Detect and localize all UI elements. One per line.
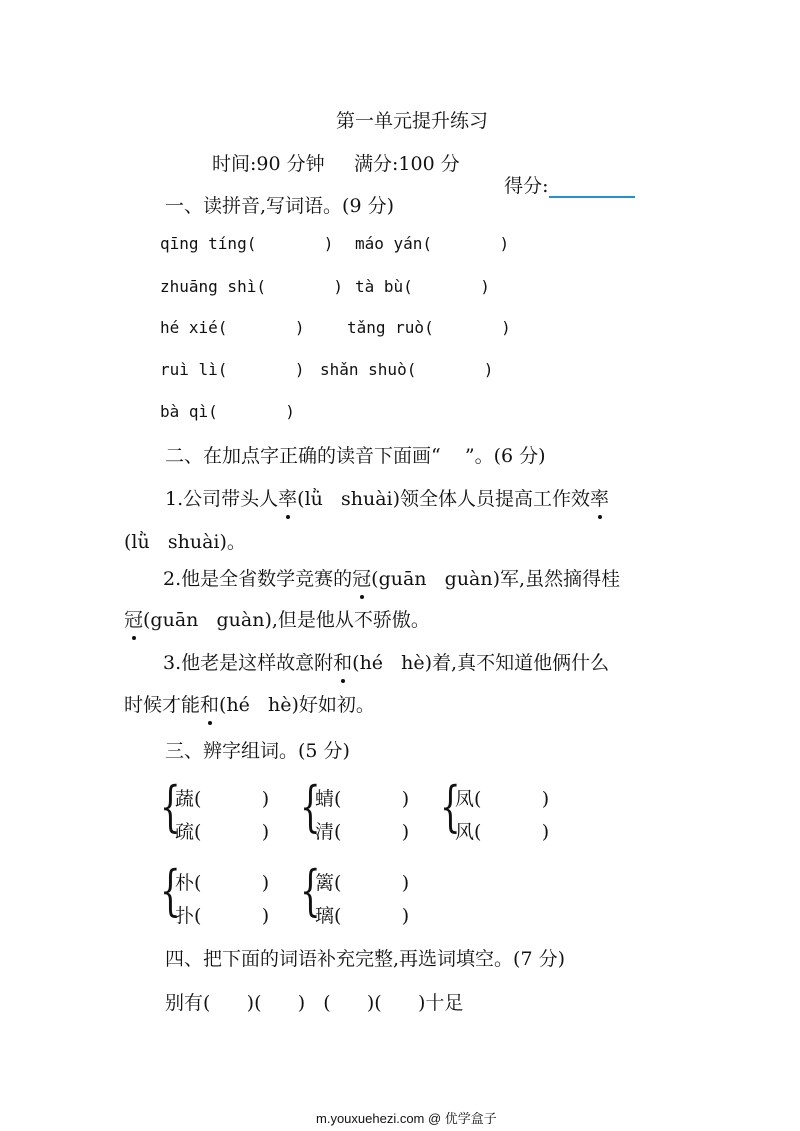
- pinyin-item: bà qì( ): [160, 402, 295, 421]
- q2-line1: [163, 564, 620, 591]
- q2-dotted-char: 冠: [352, 564, 371, 591]
- time-label: 时间:90 分钟: [212, 153, 325, 175]
- char-pair-item: 蔬( ): [175, 788, 270, 810]
- pinyin-item: tà bù( ): [355, 277, 490, 296]
- q1-dotted-char: 率: [278, 484, 297, 511]
- q2-text-b: (guān guàn)军,虽然摘得桂: [371, 568, 621, 590]
- q1-dotted-char: 率: [590, 484, 609, 511]
- char-pair-item: 风( ): [455, 821, 550, 843]
- brace-icon: {: [160, 859, 181, 922]
- q3-dotted-char: 和: [333, 648, 352, 675]
- brace-icon: {: [300, 859, 321, 922]
- score-label: 得分:: [504, 175, 549, 197]
- q3-text-d: (hé hè)好如初。: [219, 694, 375, 716]
- char-pair-item: 扑( ): [175, 905, 270, 927]
- section4-line1: 别有( )( ) ( )( )十足: [165, 992, 464, 1014]
- score-field: [492, 149, 635, 198]
- q1-line2: (lǜ shuài)。: [124, 531, 246, 553]
- q1-text-a: 1.公司带头人: [165, 488, 279, 510]
- brace-icon: {: [160, 775, 181, 838]
- pinyin-item: zhuāng shì( ): [160, 277, 344, 296]
- char-pair-item: 凤( ): [455, 788, 550, 810]
- char-pair-item: 朴( ): [175, 872, 270, 894]
- pinyin-item: hé xié( ): [160, 318, 305, 337]
- q3-text-a: 3.他老是这样故意附: [163, 652, 334, 674]
- pinyin-item: shǎn shuò( ): [320, 360, 494, 379]
- q3-line2: [124, 690, 375, 717]
- q3-text-b: (hé hè)着,真不知道他俩什么: [352, 652, 610, 674]
- section1-heading: 一、读拼音,写词语。(9 分): [165, 195, 394, 217]
- q3-text-c: 时候才能: [124, 694, 201, 716]
- q2-text-c: (guān guàn),但是他从不骄傲。: [143, 609, 430, 631]
- q3-line1: [163, 648, 609, 675]
- section3-heading: 三、辨字组词。(5 分): [165, 740, 350, 762]
- q3-dotted-char: 和: [200, 690, 219, 717]
- pinyin-item: tǎng ruò( ): [347, 318, 511, 337]
- char-pair-item: 清( ): [315, 821, 410, 843]
- q1-line1: [165, 484, 609, 511]
- section2-heading: 二、在加点字正确的读音下面画“ ”。(6 分): [165, 445, 546, 467]
- pinyin-item: qīng tíng( ): [160, 234, 334, 253]
- q2-text-a: 2.他是全省数学竞赛的: [163, 568, 353, 590]
- brace-icon: {: [300, 775, 321, 838]
- page-title: 第一单元提升练习: [336, 110, 489, 132]
- q1-text-b: (lǜ shuài)领全体人员提高工作效: [297, 488, 591, 510]
- q2-dotted-char: 冠: [124, 605, 143, 632]
- full-score-label: 满分:100 分: [354, 153, 460, 175]
- footer-watermark: m.youxuehezi.com @ 优学盒子: [316, 1111, 497, 1126]
- char-pair-item: 篱( ): [315, 872, 410, 894]
- pinyin-item: ruì lì( ): [160, 360, 305, 379]
- brace-icon: {: [440, 775, 461, 838]
- score-blank[interactable]: [549, 174, 635, 198]
- char-pair-item: 疏( ): [175, 821, 270, 843]
- q2-line2: [124, 605, 430, 632]
- pinyin-item: máo yán( ): [355, 234, 510, 253]
- char-pair-item: 璃( ): [315, 905, 410, 927]
- section4-heading: 四、把下面的词语补充完整,再选词填空。(7 分): [165, 948, 565, 970]
- char-pair-item: 蜻( ): [315, 788, 410, 810]
